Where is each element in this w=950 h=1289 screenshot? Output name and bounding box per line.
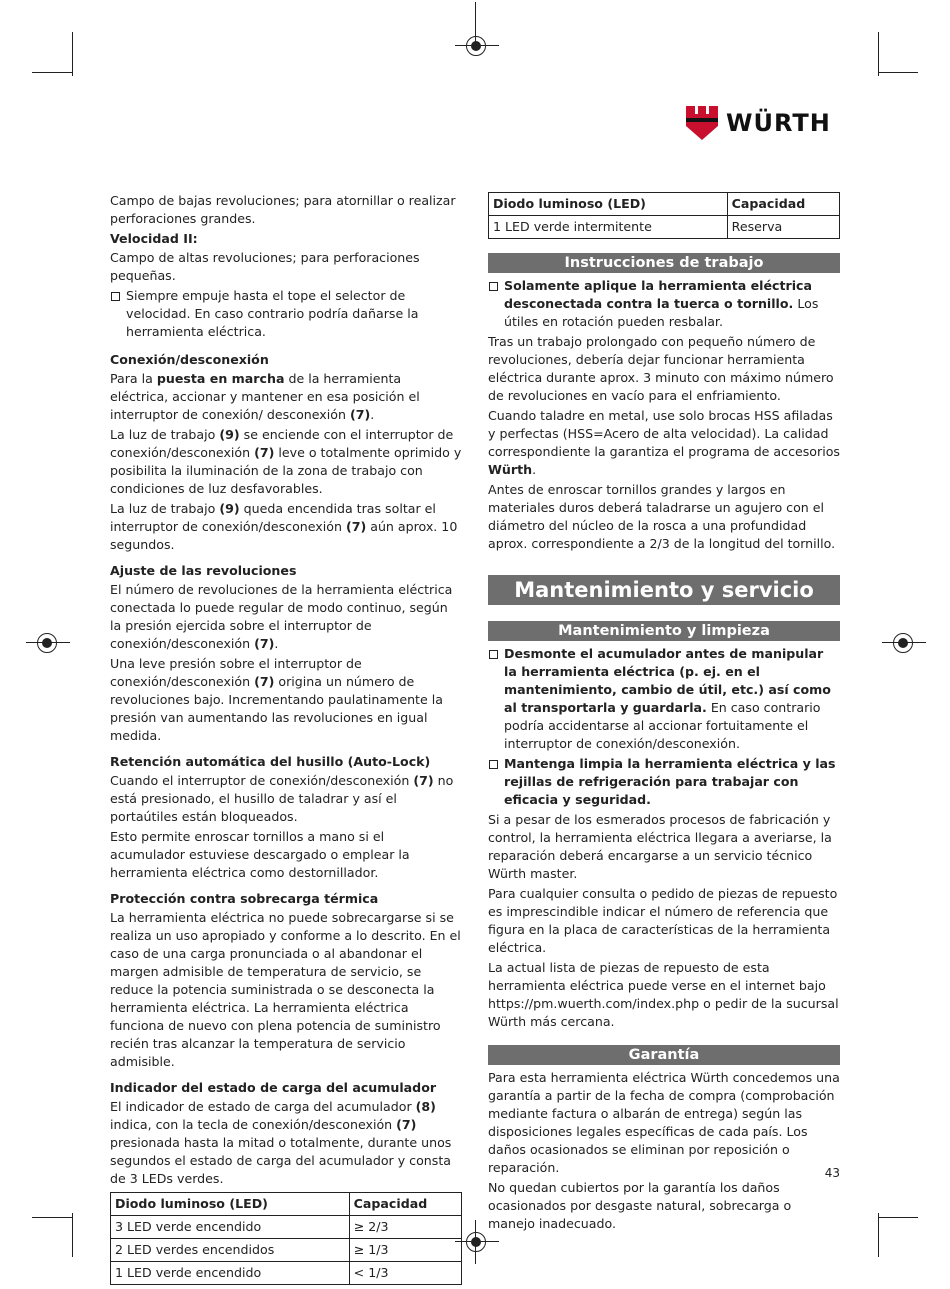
table-cell: 1 LED verde intermitente: [489, 216, 728, 239]
bullet-item: Desmonte el acumulador antes de manipular la herramienta eléctrica (p. ej. en el mantenimiento, cambio de útil, etc.) así como al transportarla y guardarla. En caso contrario podría accidentarse al accionar fortuitamente el interruptor de conexión/desconexión.: [488, 645, 840, 753]
table-header: Diodo luminoso (LED): [489, 193, 728, 216]
checkbox-bullet-icon: [489, 650, 498, 659]
section-bar-garantia: Garantía: [488, 1045, 840, 1065]
registration-mark: [893, 633, 913, 653]
paragraph: No quedan cubiertos por la garantía los daños ocasionados por desgaste natural, sobrecarga o manejo inadecuado.: [488, 1180, 792, 1231]
paragraph: Para cualquier consulta o pedido de piezas de repuesto es imprescindible indicar el número de referencia que figura en la placa de características de la herramienta eléctrica.: [488, 886, 838, 955]
paragraph: La luz de trabajo (9) se enciende con el interruptor de conexión/desconexión (7) leve o totalmente oprimido y posibilita la iluminación de la zona de trabajo con condiciones de luz desfavorables.: [110, 427, 462, 496]
bullet-text: Siempre empuje hasta el tope el selector de velocidad. En caso contrario podría dañarse la herramienta eléctrica.: [126, 288, 419, 339]
bullet-item: Mantenga limpia la herramienta eléctrica y las rejillas de refrigeración para trabajar con eficacia y seguridad.: [488, 755, 840, 809]
section-heading: Protección contra sobrecarga térmica: [110, 891, 379, 906]
table-header-row: [489, 193, 840, 216]
brand-name: WÜRTH: [726, 109, 831, 137]
right-column: [488, 192, 840, 1235]
paragraph: Cuando taladre en metal, use solo brocas HSS afiladas y perfectas (HSS=Acero de alta velocidad). La calidad correspondiente la garantiza el programa de accesorios Würth.: [488, 408, 840, 477]
crop-mark: [878, 1217, 918, 1218]
paragraph: Campo de bajas revoluciones; para atornillar o realizar perforaciones grandes.: [110, 193, 456, 226]
crop-mark: [32, 1217, 72, 1218]
section-heading: Velocidad II:: [110, 231, 198, 246]
crop-mark: [72, 1213, 73, 1257]
paragraph: Una leve presión sobre el interruptor de conexión/desconexión (7) origina un número de revoluciones bajo. Incrementando paulatinamente la presión van aumentando las revoluciones en igual medida.: [110, 656, 443, 743]
paragraph: El número de revoluciones de la herramienta eléctrica conectada lo puede regular de modo continuo, según la presión ejercida sobre el interruptor de conexión/desconexión (7).: [110, 582, 453, 651]
paragraph: Si a pesar de los esmerados procesos de fabricación y control, la herramienta eléctrica llegara a averiarse, la reparación deberá encargarse a un servicio técnico Würth master.: [488, 812, 832, 881]
section-heading: Retención automática del husillo (Auto-Lock): [110, 754, 431, 769]
section-heading: Indicador del estado de carga del acumulador: [110, 1080, 437, 1095]
table-row: [111, 1262, 462, 1285]
table-header: Capacidad: [349, 1193, 461, 1216]
wurth-emblem-icon: [686, 106, 718, 140]
page-number: 43: [824, 1166, 840, 1180]
paragraph: El indicador de estado de carga del acumulador (8) indica, con la tecla de conexión/desconexión (7) presionada hasta la mitad o totalmente, durante unos segundos el estado de carga del acumulador y consta de 3 LEDs verdes.: [110, 1099, 452, 1186]
paragraph: La luz de trabajo (9) queda encendida tras soltar el interruptor de conexión/desconexión (7) aún aprox. 10 segundos.: [110, 501, 458, 552]
crop-mark: [878, 1213, 879, 1257]
crop-mark: [878, 32, 879, 76]
crop-mark: [32, 72, 72, 73]
table-row: [111, 1239, 462, 1262]
table-row: [489, 216, 840, 239]
table-header-row: [111, 1193, 462, 1216]
paragraph: Tras un trabajo prolongado con pequeño número de revoluciones, debería dejar funcionar herramienta eléctrica durante aprox. 3 minuto con máximo número de revoluciones en vacío para el enfriamiento.: [488, 334, 834, 403]
checkbox-bullet-icon: [489, 282, 498, 291]
paragraph: Cuando el interruptor de conexión/desconexión (7) no está presionado, el husillo de taladrar y así el portaútiles están bloqueados.: [110, 773, 454, 824]
table-cell: ≥ 2/3: [349, 1216, 461, 1239]
paragraph: Campo de altas revoluciones; para perforaciones pequeñas.: [110, 250, 420, 283]
table-header: Diodo luminoso (LED): [111, 1193, 350, 1216]
led-capacity-table: [110, 1192, 462, 1285]
table-cell: < 1/3: [349, 1262, 461, 1285]
table-cell: ≥ 1/3: [349, 1239, 461, 1262]
table-cell: 1 LED verde encendido: [111, 1262, 350, 1285]
crop-mark: [878, 72, 918, 73]
section-heading: Conexión/desconexión: [110, 352, 269, 367]
left-column: [110, 192, 462, 1285]
paragraph: La actual lista de piezas de repuesto de esta herramienta eléctrica puede verse en el internet bajo https://pm.wuerth.com/index.php o pedir de la sucursal Würth más cercana.: [488, 960, 839, 1029]
registration-mark: [466, 36, 486, 56]
paragraph: La herramienta eléctrica no puede sobrecargarse si se realiza un uso apropiado y conforme a lo descrito. En el caso de una carga pronunciada o al abandonar el margen admisible de temperatura de servicio, se reduce la potencia suministrada o se desconecta la herramienta eléctrica. La herramienta eléctrica funciona de nuevo con plena potencia de suministro recién tras alcanzar la temperatura de servicio admisible.: [110, 910, 461, 1069]
registration-mark: [466, 1232, 486, 1252]
section-bar-mantenimiento: Mantenimiento y limpieza: [488, 621, 840, 641]
paragraph: Para la puesta en marcha de la herramienta eléctrica, accionar y mantener en esa posición el interruptor de conexión/ desconexión (7).: [110, 371, 420, 422]
checkbox-bullet-icon: [489, 760, 498, 769]
section-heading: Ajuste de las revoluciones: [110, 563, 297, 578]
table-cell: Reserva: [727, 216, 839, 239]
paragraph: Esto permite enroscar tornillos a mano si el acumulador estuviese descargado o emplear la herramienta eléctrica como destornillador.: [110, 829, 410, 880]
paragraph: Para esta herramienta eléctrica Würth concedemos una garantía a partir de la fecha de compra (comprobación mediante factura o albarán de entrega) según las disposiciones legales específicas de cada país. Los daños ocasionados se eliminan por reposición o reparación.: [488, 1070, 840, 1175]
table-header: Capacidad: [727, 193, 839, 216]
registration-mark: [37, 633, 57, 653]
section-bar-instrucciones: Instrucciones de trabajo: [488, 253, 840, 273]
brand-logo: [686, 106, 831, 140]
table-cell: 3 LED verde encendido: [111, 1216, 350, 1239]
checkbox-bullet-icon: [111, 292, 120, 301]
bullet-item: Solamente aplique la herramienta eléctrica desconectada contra la tuerca o tornillo. Los útiles en rotación pueden resbalar.: [488, 277, 840, 331]
table-cell: 2 LED verdes encendidos: [111, 1239, 350, 1262]
bullet-item: [110, 287, 462, 341]
led-reserve-table: [488, 192, 840, 239]
crop-mark: [72, 32, 73, 76]
table-row: [111, 1216, 462, 1239]
chapter-bar-mantenimiento: Mantenimiento y servicio: [488, 575, 840, 605]
paragraph: Antes de enroscar tornillos grandes y largos en materiales duros deberá taladrarse un agujero con el diámetro del núcleo de la rosca a una profundidad aprox. correspondiente a 2/3 de la longitud del tornillo.: [488, 482, 836, 551]
